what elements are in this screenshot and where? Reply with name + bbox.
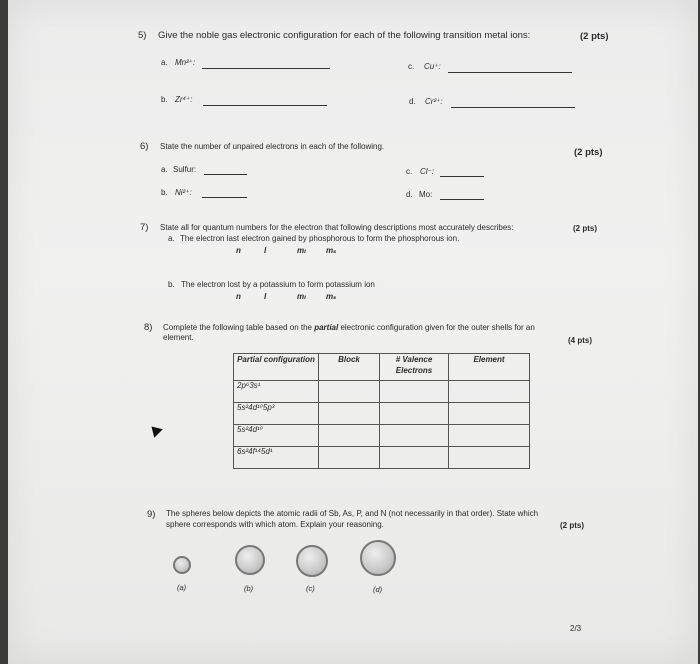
q6b-answer-line[interactable] — [202, 197, 247, 198]
row-configuration: 2p⁶3s¹ — [234, 381, 319, 403]
q5c-ion: Cu⁺: — [424, 62, 441, 71]
table-row — [234, 381, 530, 403]
q6-prompt: State the number of unpaired electrons in each of the following. — [160, 142, 385, 151]
table-row — [234, 403, 530, 425]
q7b-ml: mₗ — [297, 292, 306, 301]
q7b-l: l — [264, 292, 267, 301]
q7b-ms: mₛ — [326, 292, 337, 301]
q5-prompt: Give the noble gas electronic configuration for each of the following transition metal ions: — [158, 30, 531, 41]
row-configuration: 5s²4d¹⁰5p³ — [234, 403, 319, 425]
q6c-answer-line[interactable] — [440, 176, 484, 177]
q7a-ml: mₗ — [297, 246, 306, 255]
q5b-answer-line[interactable] — [203, 105, 327, 106]
sphere-label-d: (d) — [373, 585, 383, 594]
element-cell[interactable] — [449, 403, 530, 425]
q5b-ion: Zr⁴⁺: — [175, 95, 193, 104]
row-configuration: 5s²4d¹⁰ — [234, 425, 319, 447]
q5-number: 5) — [138, 30, 147, 41]
q6c-item: Cl⁻: — [420, 167, 434, 176]
q6d-item: Mo: — [419, 190, 433, 199]
q5c-answer-line[interactable] — [448, 72, 572, 73]
q5-points: (2 pts) — [580, 31, 609, 42]
q5d-ion: Cr²⁺: — [425, 97, 443, 106]
q7a-text: The electron last electron gained by phosphorous to form the phosphorous ion. — [180, 234, 460, 243]
q7a-ms: mₛ — [326, 246, 337, 255]
q9-prompt-line2: sphere corresponds with which atom. Explain your reasoning. — [166, 520, 384, 529]
col-partial-configuration: Partial configuration — [234, 354, 319, 381]
q7b-text: The electron lost by a potassium to form potassium ion — [181, 280, 375, 289]
q6a-label: a. — [161, 165, 168, 174]
q8-points: (4 pts) — [568, 336, 592, 345]
q8-prompt-line2: element. — [163, 333, 194, 342]
q7-number: 7) — [140, 222, 149, 233]
q7a-n: n — [236, 246, 241, 255]
q7b-label: b. — [168, 280, 175, 289]
sphere-c — [296, 545, 328, 577]
worksheet-page — [8, 0, 698, 664]
sphere-a — [173, 556, 191, 574]
col-block: Block — [319, 354, 380, 381]
valence-cell[interactable] — [380, 381, 449, 403]
q9-points: (2 pts) — [560, 521, 584, 530]
q6d-label: d. — [406, 190, 413, 199]
q7-points: (2 pts) — [573, 224, 597, 233]
q6b-label: b. — [161, 188, 168, 197]
sphere-label-c: (c) — [306, 584, 315, 593]
q6-number: 6) — [140, 141, 149, 152]
q7b-n: n — [236, 292, 241, 301]
sphere-d — [360, 540, 396, 576]
q5a-ion: Mn²⁺: — [175, 58, 196, 67]
q6b-item: Ni²⁺: — [175, 188, 192, 197]
block-cell[interactable] — [319, 403, 380, 425]
q6a-answer-line[interactable] — [204, 174, 247, 175]
q6c-label: c. — [406, 167, 413, 176]
q6-points: (2 pts) — [574, 147, 603, 158]
page-number: 2/3 — [570, 624, 582, 633]
row-configuration: 6s²4f¹⁴5d¹ — [234, 447, 319, 469]
configuration-table — [233, 353, 530, 469]
q5d-answer-line[interactable] — [451, 107, 575, 108]
q8-prompt: Complete the following table based on the partial electronic configuration given for the outer shells for an — [163, 323, 535, 332]
mouse-pointer-icon — [147, 422, 163, 438]
table-header-row — [234, 354, 530, 381]
block-cell[interactable] — [319, 447, 380, 469]
element-cell[interactable] — [449, 447, 530, 469]
sphere-label-a: (a) — [177, 583, 187, 592]
q5c-label: c. — [408, 62, 415, 71]
q7a-l: l — [264, 246, 267, 255]
q5a-label: a. — [161, 58, 168, 67]
block-cell[interactable] — [319, 425, 380, 447]
q9-prompt-line1: The spheres below depicts the atomic radii of Sb, As, P, and N (not necessarily in that order). State which — [166, 509, 539, 518]
table-row — [234, 425, 530, 447]
q5a-answer-line[interactable] — [202, 68, 330, 69]
q6a-item: Sulfur: — [173, 165, 197, 174]
col-element: Element — [449, 354, 530, 381]
q5b-label: b. — [161, 95, 168, 104]
col-valence-electrons: # Valence Electrons — [380, 354, 449, 381]
valence-cell[interactable] — [380, 425, 449, 447]
element-cell[interactable] — [449, 381, 530, 403]
table-row — [234, 447, 530, 469]
q7-prompt: State all for quantum numbers for the electron that following descriptions most accurately describes: — [160, 223, 514, 232]
valence-cell[interactable] — [380, 447, 449, 469]
valence-cell[interactable] — [380, 403, 449, 425]
q8-number: 8) — [144, 322, 153, 333]
block-cell[interactable] — [319, 381, 380, 403]
sphere-b — [235, 545, 265, 575]
sphere-label-b: (b) — [244, 584, 254, 593]
q6d-answer-line[interactable] — [440, 199, 484, 200]
q5d-label: d. — [409, 97, 416, 106]
q7a-label: a. — [168, 234, 175, 243]
q9-number: 9) — [147, 509, 156, 520]
element-cell[interactable] — [449, 425, 530, 447]
